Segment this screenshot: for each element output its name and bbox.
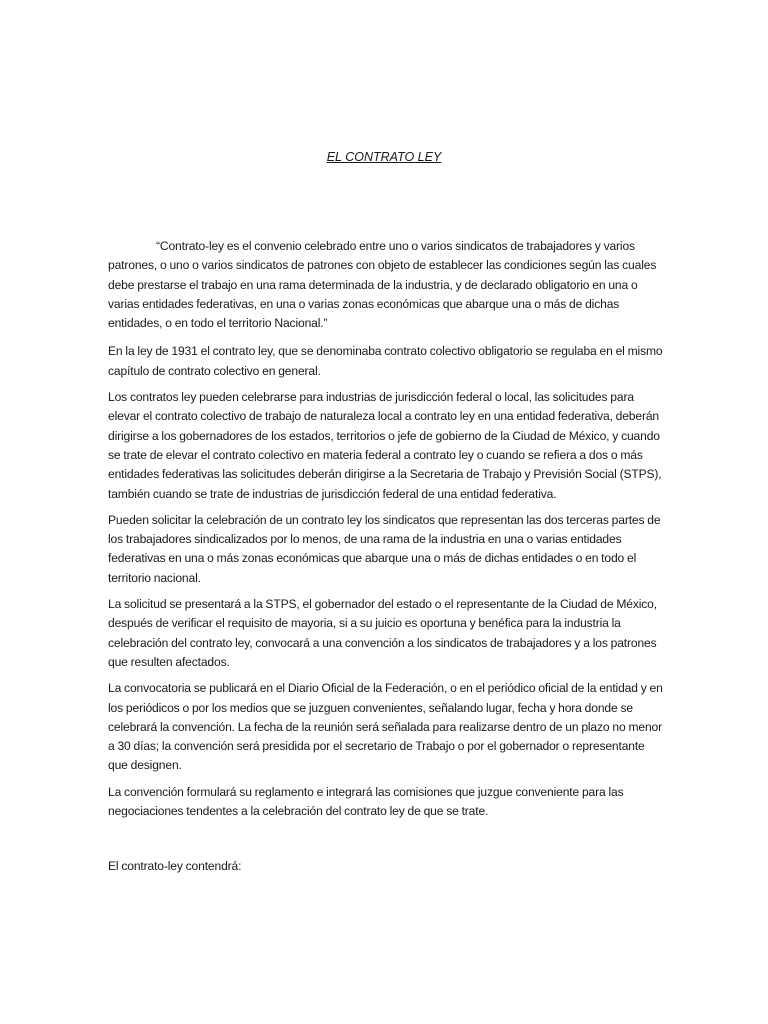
paragraph-solicitantes: Pueden solicitar la celebración de un contrato ley los sindicatos que representan las dos terceras partes de los trabajadores sindicalizados por lo menos, de una rama de la industria en una o varias entidades federativas en una o más zonas económicas que abarque una o más de dichas entidades o en todo el territorio nacional.	[108, 512, 661, 585]
document-body	[108, 237, 664, 884]
paragraph-definition-quote: “Contrato-ley es el convenio celebrado entre uno o varios sindicatos de trabajadores y varios patrones, o uno o varios sindicatos de patrones con objeto de establecer las condiciones según las cuales debe prestarse el trabajo en una rama determinada de la industria, y de declarado obligatorio en una o varias entidades federativas, en una o varias zonas económicas que abarque una o más de dichas entidades, o en todo el territorio Nacional.”	[108, 239, 657, 331]
paragraph-jurisdiccion: Los contratos ley pueden celebrarse para industrias de jurisdicción federal o local, las solicitudes para elevar el contrato colectivo de trabajo de naturaleza local a contrato ley en una entidad federativa, deberán dirigirse a los gobernadores de los estados, territorios o jefe de gobierno de la Ciudad de México, y cuando se trate de elevar el contrato colectivo en materia federal a contrato ley o cuando se refiera a dos o más entidades federativas las solicitudes deberán dirigirse a la Secretaria de Trabajo y Previsión Social (STPS), también cuando se trate de industrias de jurisdicción federal de una entidad federativa.	[108, 390, 662, 501]
document-title: EL CONTRATO LEY	[326, 150, 442, 164]
paragraph-contenido: El contrato-ley contendrá:	[108, 859, 242, 874]
paragraph-solicitud: La solicitud se presentará a la STPS, el gobernador del estado o el representante de la Ciudad de México, después de verificar el requisito de mayoria, si a su juicio es oportuna y benéfica para la industria la celebración del contrato ley, convocará a una convención a los sindicatos de trabajadores y a los patrones que resulten afectados.	[108, 597, 657, 669]
paragraph-convencion: La convención formulará su reglamento e integrará las comisiones que juzgue conveniente para las negociaciones tendentes a la celebración del contrato ley de que se trate.	[108, 784, 624, 819]
paragraph-ley-1931: En la ley de 1931 el contrato ley, que se denominaba contrato colectivo obligatorio se regulaba en el mismo capítulo de contrato colectivo en general.	[108, 344, 663, 378]
paragraph-convocatoria: La convocatoria se publicará en el Diario Oficial de la Federación, o en el periódico oficial de la entidad y en los periódicos o por los medios que se juzguen convenientes, señalando lugar, fecha y hora donde se celebrará la convención. La fecha de la reunión será señalada para realizarse dentro de un plazo no menor a 30 días; la convención será presidida por el secretario de Trabajo o por el gobernador o representante que designen.	[108, 681, 663, 773]
